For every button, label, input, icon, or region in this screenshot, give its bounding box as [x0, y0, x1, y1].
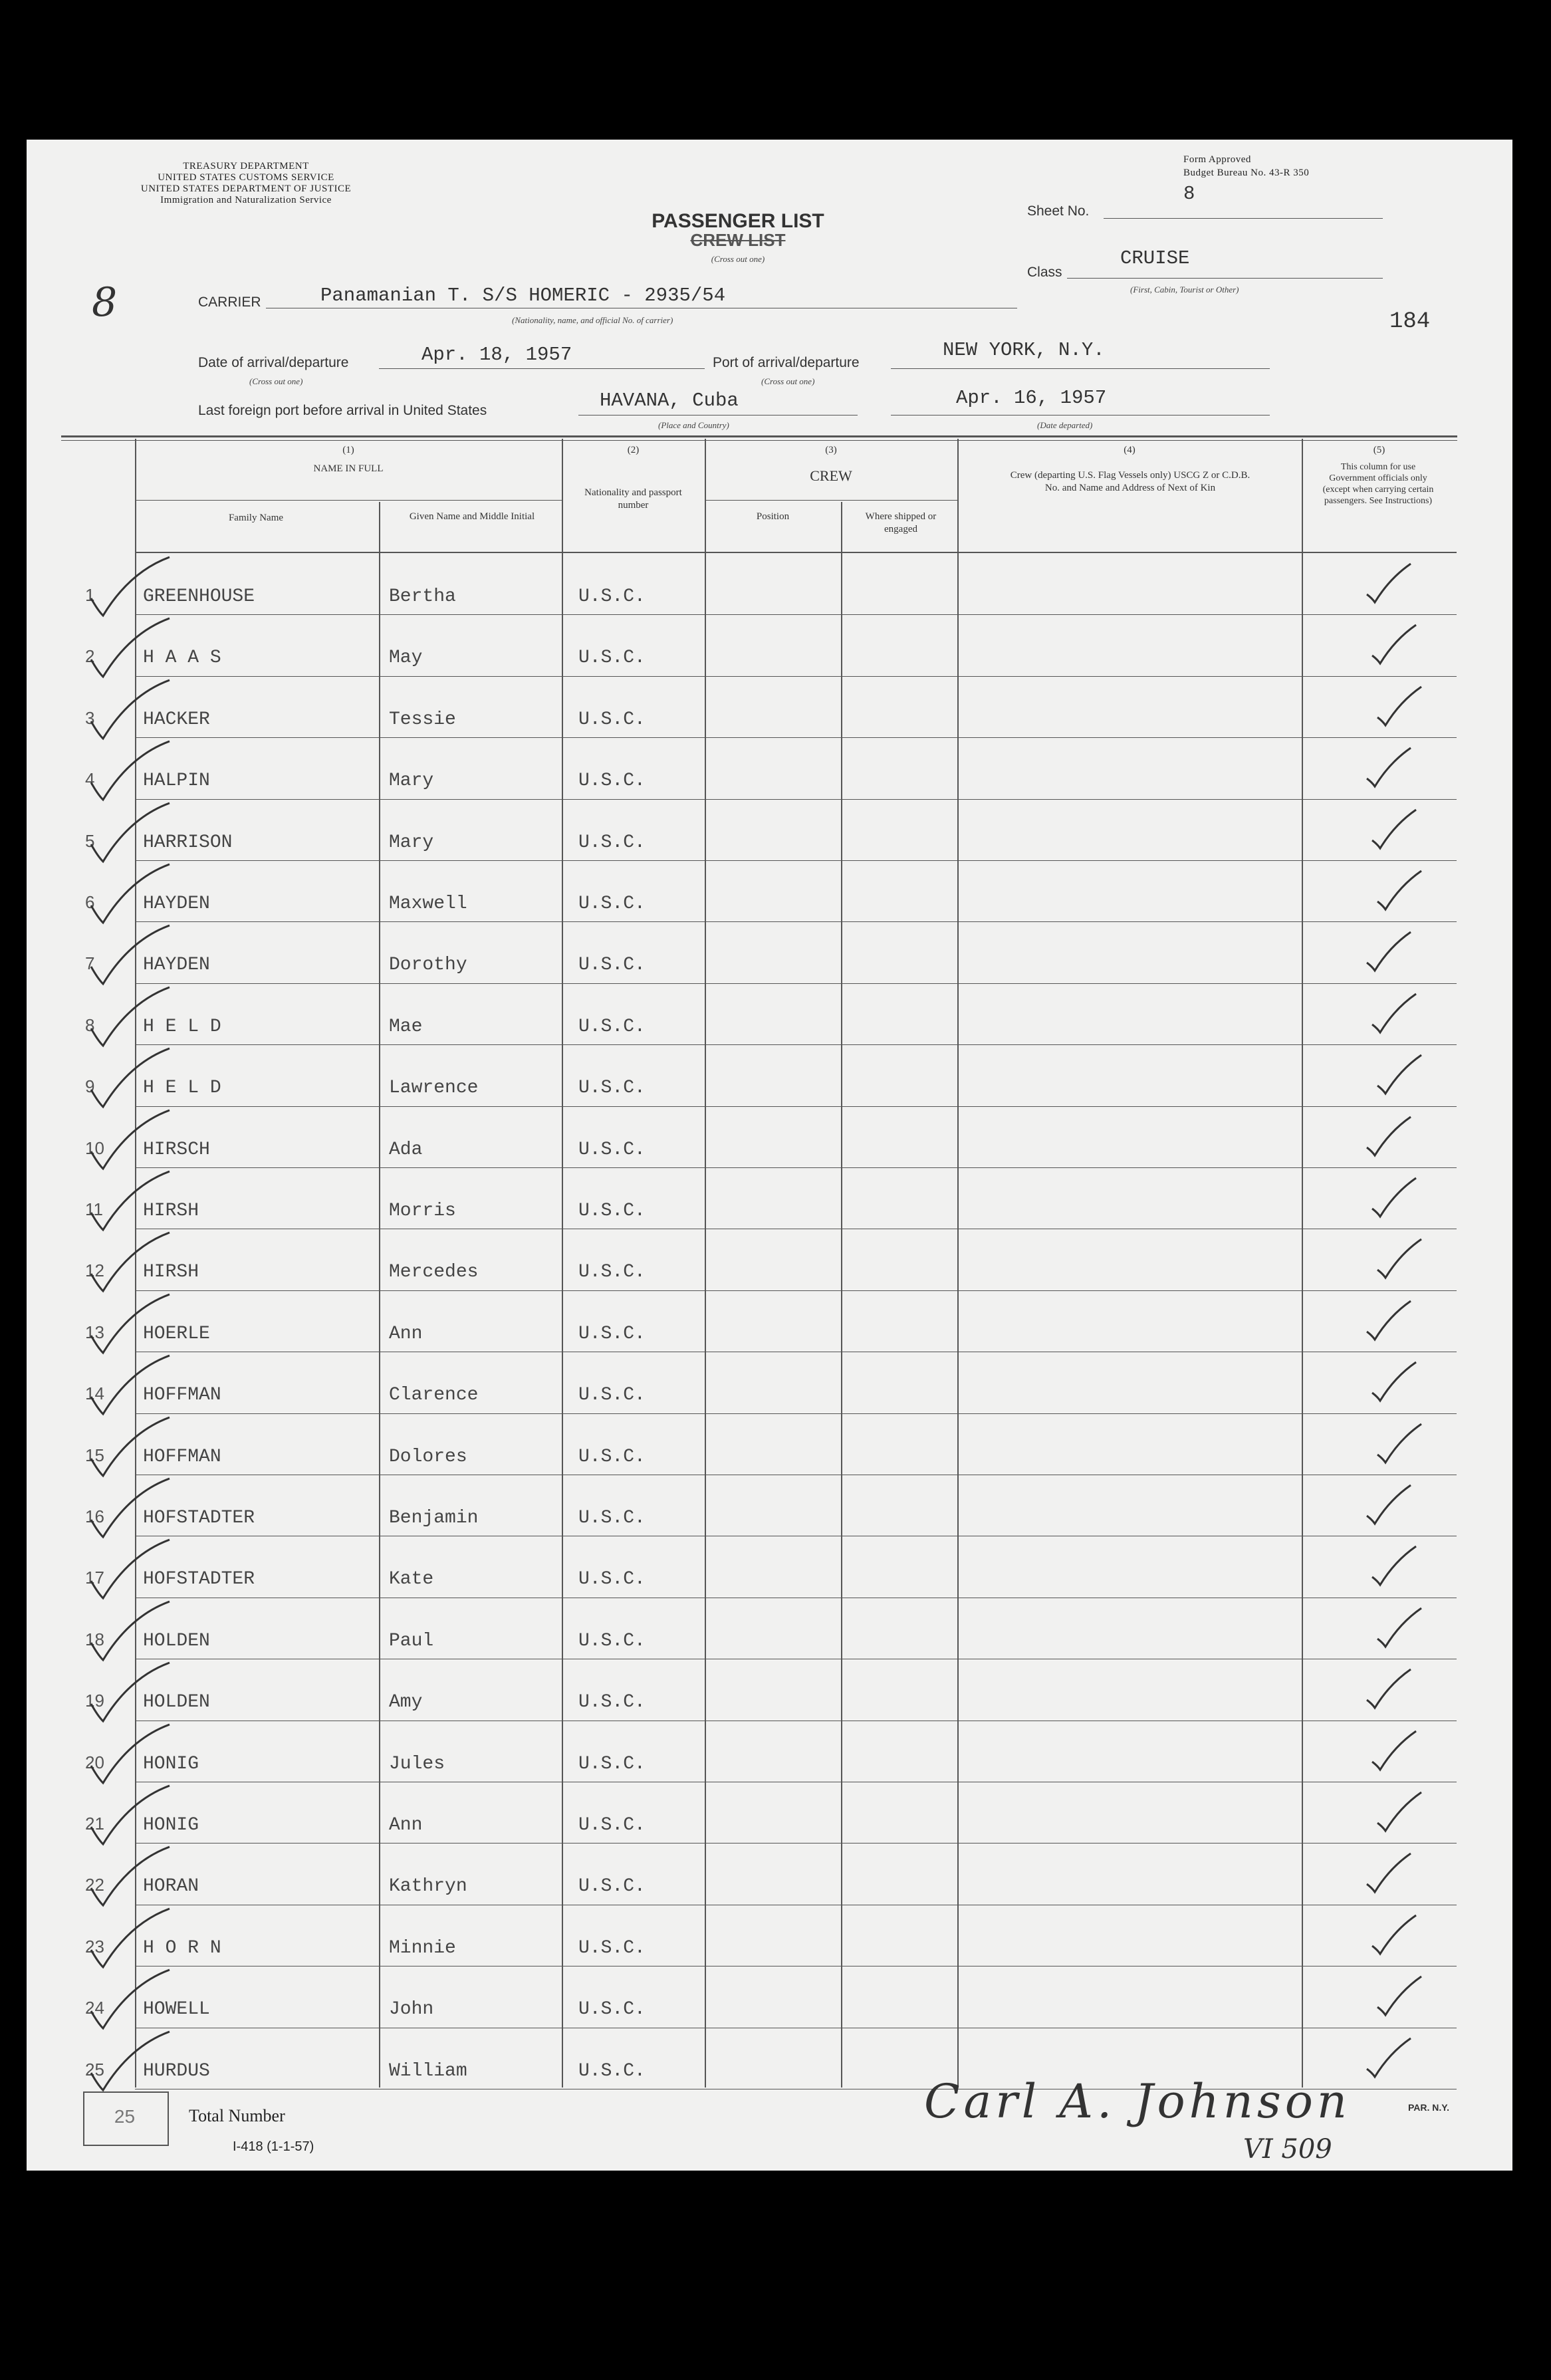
date-of-arrival-value: Apr. 18, 1957 — [421, 344, 572, 366]
date-of-arrival-label: Date of arrival/departure — [198, 355, 349, 370]
table-row — [0, 1352, 1551, 1413]
table-row — [0, 1167, 1551, 1229]
sheet-label: Sheet No. — [1027, 203, 1090, 219]
row-number: 13 — [85, 1322, 104, 1342]
port-caption: (Cross out one) — [761, 376, 815, 386]
col4-number: (4) — [1124, 445, 1135, 455]
col1-family-head: Family Name — [228, 513, 284, 523]
checkmark-icon — [1368, 1358, 1421, 1405]
table-row — [0, 1290, 1551, 1352]
port-of-arrival-value: NEW YORK, N.Y. — [943, 339, 1105, 361]
row-number: 11 — [85, 1199, 103, 1219]
family-name: H E L D — [143, 1016, 221, 1037]
given-name: Minnie — [389, 1938, 456, 1959]
table-row — [0, 1413, 1551, 1475]
nationality: U.S.C. — [578, 1385, 646, 1405]
nationality: U.S.C. — [578, 1815, 646, 1836]
port-underline — [891, 368, 1270, 369]
family-name: HOWELL — [143, 1999, 210, 2020]
agency-line: Immigration and Naturalization Service — [160, 195, 332, 205]
table-row — [0, 553, 1551, 614]
given-name: Tessie — [389, 709, 456, 730]
given-name: Clarence — [389, 1385, 479, 1405]
family-name: HAYDEN — [143, 893, 210, 914]
nationality: U.S.C. — [578, 955, 646, 975]
family-name: HIRSH — [143, 1201, 199, 1221]
last-port-underline — [578, 415, 858, 416]
row-number: 23 — [85, 1937, 104, 1957]
nationality: U.S.C. — [578, 1999, 646, 2020]
family-name: H A A S — [143, 648, 221, 668]
given-name: Mercedes — [389, 1262, 479, 1282]
family-name: H O R N — [143, 1938, 221, 1959]
family-name: H E L D — [143, 1078, 221, 1098]
given-name: Ann — [389, 1815, 423, 1836]
checkmark-icon — [1373, 1972, 1427, 2019]
given-name: Mary — [389, 832, 434, 853]
inspector-signature: Carl A. Johnson — [924, 2074, 1351, 2129]
nationality: U.S.C. — [578, 709, 646, 730]
family-name: HOFFMAN — [143, 1385, 221, 1405]
class-caption: (First, Cabin, Tourist or Other) — [1130, 285, 1239, 295]
table-row — [0, 1905, 1551, 1966]
nationality: U.S.C. — [578, 1508, 646, 1528]
family-name: HONIG — [143, 1754, 199, 1774]
nationality: U.S.C. — [578, 1262, 646, 1282]
last-port-label: Last foreign port before arrival in United States — [198, 403, 487, 418]
printer-mark: PAR. N.Y. — [1408, 2102, 1449, 2113]
subhead-rule-name — [135, 500, 562, 501]
family-name: HOFFMAN — [143, 1447, 221, 1467]
col3-number: (3) — [825, 445, 837, 455]
table-top-rule-2 — [61, 440, 1457, 441]
given-name: Kathryn — [389, 1876, 467, 1897]
given-name: Morris — [389, 1201, 456, 1221]
family-name: HOFSTADTER — [143, 1508, 255, 1528]
row-number: 17 — [85, 1568, 104, 1588]
table-row — [0, 676, 1551, 737]
row-number: 10 — [85, 1138, 104, 1158]
checkmark-icon — [1368, 1911, 1421, 1958]
page-title: PASSENGER LIST — [652, 210, 824, 232]
row-number: 20 — [85, 1752, 104, 1772]
nationality: U.S.C. — [578, 893, 646, 914]
given-name: Bertha — [389, 586, 456, 607]
family-name: HORAN — [143, 1876, 199, 1897]
given-name: William — [389, 2061, 467, 2082]
given-name: Amy — [389, 1692, 423, 1713]
checkmark-icon — [1373, 1235, 1427, 1282]
given-name: Ada — [389, 1139, 423, 1160]
sheet-underline — [1104, 218, 1383, 219]
checkmark-icon — [1363, 928, 1416, 975]
nationality: U.S.C. — [578, 1447, 646, 1467]
checkmark-icon — [1363, 2034, 1416, 2081]
agency-line: TREASURY DEPARTMENT — [183, 161, 309, 172]
table-row — [0, 799, 1551, 860]
checkmark-icon — [1368, 1727, 1421, 1774]
last-port-caption: (Place and Country) — [658, 420, 729, 430]
col3-position-head: Position — [756, 511, 790, 522]
nationality: U.S.C. — [578, 1754, 646, 1774]
table-row — [0, 1966, 1551, 2027]
family-name: HURDUS — [143, 2061, 210, 2082]
agency-line: UNITED STATES DEPARTMENT OF JUSTICE — [140, 183, 352, 194]
given-name: Lawrence — [389, 1078, 479, 1098]
row-number: 9 — [85, 1076, 95, 1096]
given-name: Benjamin — [389, 1508, 479, 1528]
table-top-rule — [61, 435, 1457, 437]
date-caption: (Cross out one) — [249, 376, 303, 386]
given-name: Dolores — [389, 1447, 467, 1467]
row-number: 14 — [85, 1383, 104, 1403]
row-number: 6 — [85, 892, 95, 912]
checkmark-icon — [1368, 1542, 1421, 1589]
col5-title: This column for use Government officials only (except when carrying certain passengers. See Instructions) — [1322, 462, 1434, 506]
row-number: 16 — [85, 1506, 104, 1526]
family-name: HIRSH — [143, 1262, 199, 1282]
table-row — [0, 921, 1551, 983]
nationality: U.S.C. — [578, 586, 646, 607]
nationality: U.S.C. — [578, 1692, 646, 1713]
row-number: 19 — [85, 1691, 104, 1711]
budget-bureau: Budget Bureau No. 43-R 350 — [1183, 168, 1310, 178]
page-number: 184 — [1389, 309, 1431, 334]
carrier-caption: (Nationality, name, and official No. of carrier) — [512, 315, 673, 325]
class-label: Class — [1027, 265, 1062, 280]
sheet-number: 8 — [1183, 183, 1195, 205]
table-row — [0, 1598, 1551, 1659]
row-number: 8 — [85, 1015, 95, 1035]
row-number: 25 — [85, 2060, 104, 2080]
row-number: 24 — [85, 1998, 104, 2018]
form-number: I-418 (1-1-57) — [233, 2139, 314, 2154]
checkmark-icon — [1373, 1051, 1427, 1098]
table-row — [0, 1536, 1551, 1597]
port-of-arrival-label: Port of arrival/departure — [713, 355, 860, 370]
subhead-rule-crew — [705, 500, 957, 501]
total-value: 25 — [114, 2106, 136, 2127]
checkmark-icon — [1373, 1788, 1427, 1835]
date-underline — [379, 368, 705, 369]
nationality: U.S.C. — [578, 1569, 646, 1590]
checkmark-icon — [1373, 683, 1427, 729]
family-name: HOFSTADTER — [143, 1569, 255, 1590]
nationality: U.S.C. — [578, 648, 646, 668]
nationality: U.S.C. — [578, 832, 646, 853]
given-name: Jules — [389, 1754, 445, 1774]
row-number: 2 — [85, 646, 95, 666]
family-name: HALPIN — [143, 771, 210, 791]
col2-number: (2) — [627, 445, 640, 455]
agency-block — [93, 161, 399, 206]
carrier-label: CARRIER — [198, 295, 261, 310]
table-row — [0, 1843, 1551, 1904]
row-number: 1 — [85, 585, 95, 605]
nationality: U.S.C. — [578, 771, 646, 791]
family-name: HOLDEN — [143, 1692, 210, 1713]
col2-title: Nationality and passport number — [584, 487, 682, 511]
margin-sheet-number: 8 — [92, 279, 118, 326]
family-name: HARRISON — [143, 832, 233, 853]
given-name: May — [389, 648, 423, 668]
nationality: U.S.C. — [578, 1324, 646, 1344]
row-number: 12 — [85, 1260, 104, 1280]
row-number: 3 — [85, 708, 95, 728]
nationality: U.S.C. — [578, 1876, 646, 1897]
checkmark-icon — [1363, 1113, 1416, 1159]
cross-out-caption: (Cross out one) — [711, 254, 765, 264]
family-name: HIRSCH — [143, 1139, 210, 1160]
col1-given-head: Given Name and Middle Initial — [409, 511, 535, 522]
date-departed-value: Apr. 16, 1957 — [956, 387, 1107, 409]
given-name: John — [389, 1999, 434, 2020]
signature-note: VI 509 — [1243, 2134, 1332, 2165]
table-row — [0, 983, 1551, 1044]
table-row — [0, 860, 1551, 921]
family-name: HOLDEN — [143, 1631, 210, 1651]
checkmark-icon — [1368, 990, 1421, 1036]
family-name: GREENHOUSE — [143, 586, 255, 607]
date-departed-caption: (Date departed) — [1037, 420, 1093, 430]
nationality: U.S.C. — [578, 1139, 646, 1160]
nationality: U.S.C. — [578, 1016, 646, 1037]
given-name: Dorothy — [389, 955, 467, 975]
nationality: U.S.C. — [578, 1201, 646, 1221]
table-row — [0, 1721, 1551, 1782]
col5-number: (5) — [1373, 445, 1385, 455]
checkmark-icon — [1373, 867, 1427, 913]
row-number: 5 — [85, 831, 95, 851]
table-row — [0, 614, 1551, 675]
table-row — [0, 1106, 1551, 1167]
given-name: Mae — [389, 1016, 423, 1037]
col4-title: Crew (departing U.S. Flag Vessels only) USCG Z or C.D.B. No. and Name and Address of Next of Kin — [1010, 470, 1251, 493]
row-number: 18 — [85, 1629, 104, 1649]
form-approved: Form Approved — [1183, 154, 1251, 165]
row-number: 7 — [85, 953, 95, 973]
table-row — [0, 1782, 1551, 1843]
given-name: Maxwell — [389, 893, 467, 914]
agency-line: UNITED STATES CUSTOMS SERVICE — [158, 172, 334, 183]
checkmark-icon — [1363, 560, 1416, 606]
checkmark-icon — [1368, 1174, 1421, 1221]
checkmark-icon — [1363, 1849, 1416, 1896]
class-underline — [1067, 278, 1383, 279]
given-name: Kate — [389, 1569, 434, 1590]
class-value: CRUISE — [1120, 247, 1190, 269]
row-number: 15 — [85, 1445, 104, 1465]
checkmark-icon — [1368, 621, 1421, 667]
row-number: 22 — [85, 1875, 104, 1895]
col3-where-head: Where shipped or engaged — [865, 511, 937, 535]
col1-number: (1) — [342, 445, 354, 455]
checkmark-icon — [83, 2026, 176, 2099]
checkmark-icon — [1363, 744, 1416, 790]
given-name: Paul — [389, 1631, 434, 1651]
family-name: HONIG — [143, 1815, 199, 1836]
nationality: U.S.C. — [578, 1938, 646, 1959]
col3-title: CREW — [810, 467, 852, 484]
page-subtitle: CREW LIST — [690, 230, 786, 250]
last-port-value: HAVANA, Cuba — [600, 390, 739, 412]
family-name: HAYDEN — [143, 955, 210, 975]
checkmark-icon — [1363, 1481, 1416, 1528]
table-row — [0, 737, 1551, 798]
family-name: HACKER — [143, 709, 210, 730]
table-row — [0, 1659, 1551, 1720]
table-row — [0, 1044, 1551, 1106]
date-departed-underline — [891, 415, 1270, 416]
total-label: Total Number — [189, 2106, 285, 2125]
checkmark-icon — [1363, 1297, 1416, 1344]
table-row — [0, 1229, 1551, 1290]
checkmark-icon — [1363, 1665, 1416, 1712]
nationality: U.S.C. — [578, 1631, 646, 1651]
family-name: HOERLE — [143, 1324, 210, 1344]
carrier-value: Panamanian T. S/S HOMERIC - 2935/54 — [320, 285, 726, 306]
given-name: Mary — [389, 771, 434, 791]
checkmark-icon — [1368, 806, 1421, 852]
checkmark-icon — [1373, 1604, 1427, 1651]
given-name: Ann — [389, 1324, 423, 1344]
checkmark-icon — [1373, 1420, 1427, 1467]
row-number: 21 — [85, 1814, 104, 1834]
nationality: U.S.C. — [578, 1078, 646, 1098]
col1-title: NAME IN FULL — [313, 463, 384, 474]
nationality: U.S.C. — [578, 2061, 646, 2082]
table-row — [0, 1475, 1551, 1536]
row-number: 4 — [85, 769, 95, 789]
